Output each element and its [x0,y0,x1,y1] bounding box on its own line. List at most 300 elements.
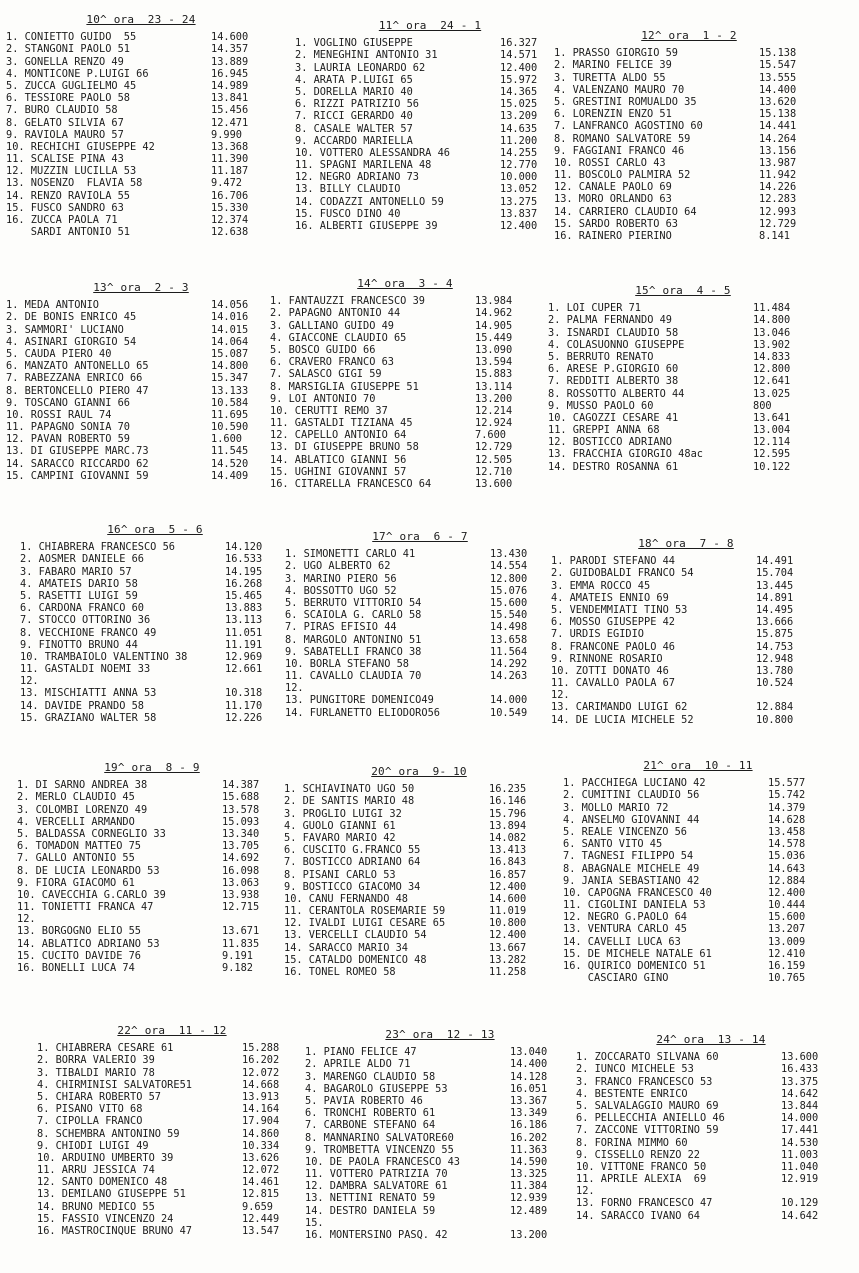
participant-result: 12.449 [242,1212,280,1225]
participant-name: 3. TIBALDI MARIO 78 [37,1066,155,1079]
participant-result: 12.374 [211,214,249,227]
list-item [37,1079,307,1091]
list-item [6,153,276,165]
list-item [576,1100,846,1112]
list-item [576,1076,846,1088]
participant-result: 14.064 [211,335,249,348]
participant-result: 15.076 [490,584,528,597]
participant-result: 12.815 [242,1188,280,1201]
list-item [548,448,818,460]
list-item [284,844,554,856]
participant-result: 13.844 [781,1099,819,1112]
participant-result: 10.122 [753,460,791,473]
participant-name: 4. ANSELMO GIOVANNI 44 [563,813,700,826]
participant-name: 2. MENEGHINI ANTONIO 31 [295,49,438,62]
list-item [6,360,276,372]
participant-result: 9.472 [211,177,242,190]
participant-name: 11. BOSCOLO PALMIRA 52 [554,169,691,182]
participant-name: 12. IVALDI LUIGI CESARE 65 [284,917,446,930]
list-item [305,1144,575,1156]
participant-name: 4. ARATA P.LUIGI 65 [295,73,413,86]
participant-name: 9. FAGGIANI FRANCO 46 [554,144,685,157]
list-item [295,74,565,86]
participant-name: 6. TESSIORE PAOLO 58 [6,92,130,105]
list-item [284,795,554,807]
participant-result: 12.715 [222,901,260,914]
list-item [6,445,276,457]
list-item [37,1188,307,1200]
participant-name: 14. CODAZZI ANTONELLO 59 [295,195,444,208]
participant-result: 11.363 [510,1143,548,1156]
list-item [295,208,565,220]
participant-name: 7. URDIS EGIDIO [551,628,644,641]
participant-result: 13.445 [756,579,794,592]
participant-result: 13.368 [211,140,249,153]
participant-result: 15.704 [756,567,794,580]
participant-name: 8. BERTONCELLO PIERO 47 [6,384,149,397]
participant-result: 13.200 [510,1229,548,1242]
list-item [37,1140,307,1152]
participant-name: 1. PACCHIEGA LUCIANO 42 [563,777,706,790]
participant-name: 10. BORLA STEFANO 58 [285,657,409,670]
participant-name: 5. DORELLA MARIO 40 [295,85,413,98]
participant-name: 3. SAMMORI' LUCIANO [6,323,124,336]
list-item [548,339,818,351]
participant-name: 14. BRUNO MEDICO 55 [37,1200,155,1213]
participant-name: 10. ARDUINO UMBERTO 39 [37,1151,174,1164]
list-item [285,707,555,719]
list-item [6,336,276,348]
list-item [270,466,540,478]
participant-result: 15.972 [500,73,538,86]
participant-result: 15.036 [768,850,806,863]
participant-name: 11. CERANTOLA ROSEMARIE 59 [284,905,446,918]
participant-name: 7. RICCI GERARDO 40 [295,110,413,123]
list-item [548,363,818,375]
list-item [6,421,276,433]
list-item [17,804,287,816]
participant-result: 10.444 [768,899,806,912]
participant-name: 5. BERRUTO RENATO [548,350,654,363]
block-title: 16^ ora 5 - 6 [107,523,203,536]
block-title: 12^ ora 1 - 2 [641,29,737,42]
list-item [563,777,833,789]
participant-result: 13.600 [475,478,513,491]
participant-name: 8. ROSSOTTO ALBERTO 44 [548,387,685,400]
participant-name: 5. GRESTINI ROMUALDO 35 [554,95,697,108]
participant-name: 14. FURLANETTO ELIODORO56 [285,706,440,719]
list-item [6,470,276,482]
participant-result: 13.705 [222,840,260,853]
list-item [37,1152,307,1164]
participant-name: 7. TAGNESI FILIPPO 54 [563,850,694,863]
participant-name: 7. RABEZZANA ENRICO 66 [6,372,143,385]
list-item [284,869,554,881]
list-item [284,893,554,905]
block-title: 15^ ora 4 - 5 [635,284,731,297]
participant-name: 2. DE BONIS ENRICO 45 [6,311,137,324]
participant-result: 13.658 [490,633,528,646]
block-title: 19^ ora 8 - 9 [104,761,200,774]
participant-result: 12.114 [753,436,791,449]
participant-name: 14. CARRIERO CLAUDIO 64 [554,205,697,218]
list-item [20,602,290,614]
participant-name: 6. CUSCITO G.FRANCO 55 [284,844,421,857]
participant-result: 14.441 [759,120,797,133]
block-title: 10^ ora 23 - 24 [86,13,196,26]
list-item [305,1071,575,1083]
participant-name: 2. STANGONI PAOLO 51 [6,43,130,56]
participant-result: 12.489 [510,1204,548,1217]
list-item [563,789,833,801]
participant-name: 9. CHIODI LUIGI 49 [37,1139,149,1152]
participant-result: 14.015 [211,323,249,336]
participant-result: 14.082 [489,831,527,844]
participant-name: 6. CARDONA FRANCO 60 [20,602,144,615]
participant-result: 14.628 [768,813,806,826]
list-item [17,865,287,877]
participant-name: 1. SIMONETTI CARLO 41 [285,548,416,561]
hour-block-14 [270,278,540,490]
participant-name: 6. PELLECCHIA ANIELLO 46 [576,1112,725,1125]
participant-name: 8. MARSIGLIA GIUSEPPE 51 [270,380,419,393]
participant-name: 13. DI GIUSEPPE BRUNO 58 [270,441,419,454]
participant-result: 14.000 [490,694,528,707]
participant-result: 14.668 [242,1078,280,1091]
participant-name: 7. REDDITI ALBERTO 38 [548,375,679,388]
list-item [6,104,276,116]
participant-result: 14.520 [211,457,249,470]
participant-name: 9. LOI ANTONIO 70 [270,392,376,405]
list-item [305,1180,575,1192]
list-item [17,840,287,852]
list-item [284,954,554,966]
list-item [20,627,290,639]
list-item [551,616,821,628]
participant-result: 10.590 [211,421,249,434]
participant-result: 14.000 [781,1112,819,1125]
hour-block-17 [285,531,555,719]
list-item [6,348,276,360]
participant-name: 4. BAGAROLO GIUSEPPE 53 [305,1082,448,1095]
list-item [270,441,540,453]
participant-name: 13. BORGOGNO ELIO 55 [17,925,141,938]
participant-name: 4. GIACCONE CLAUDIO 65 [270,331,407,344]
participant-name: 12. MUZZIN LUCILLA 53 [6,165,137,178]
participant-result: 16.159 [768,960,806,973]
participant-name: 14. ABLATICO ADRIANO 53 [17,937,160,950]
participant-name: 12. PAVAN ROBERTO 59 [6,433,130,446]
list-item [295,196,565,208]
participant-name: 12. BOSTICCO ADRIANO [548,436,672,449]
list-item [548,314,818,326]
participant-result: 15.456 [211,104,249,117]
list-item [20,651,290,663]
participant-name: 9. JANIA SEBASTIANO 42 [563,874,700,887]
list-item [305,1083,575,1095]
participant-name: 10. RECHICHI GIUSEPPE 42 [6,140,155,153]
participant-result: 11.390 [211,153,249,166]
list-item [551,567,821,579]
participant-result: 10.129 [781,1197,819,1210]
participant-result: 14.409 [211,469,249,482]
list-item [295,37,565,49]
list-item [548,436,818,448]
hour-block-18 [551,538,821,726]
participant-name: 8. FORINA MIMMO 60 [576,1136,688,1149]
list-item [576,1210,846,1222]
participant-name: 3. MARINO PIERO 56 [285,572,397,585]
participant-result: 14.753 [756,640,794,653]
participant-name: 6. SCAIOLA G. CARLO 58 [285,609,422,622]
participant-result: 16.146 [489,795,527,808]
list-item [551,689,821,701]
hour-block-10 [6,14,276,238]
participant-name: 3. GALLIANO GUIDO 49 [270,319,394,332]
list-item [305,1205,575,1217]
list-item [576,1197,846,1209]
list-item [295,110,565,122]
list-item [554,169,824,181]
participant-result: 12.884 [768,874,806,887]
list-item [305,1229,575,1241]
list-item [563,850,833,862]
participant-name: 6. MANZATO ANTONELLO 65 [6,360,149,373]
participant-name: 2. BORRA VALERIO 39 [37,1054,155,1067]
list-item [6,43,276,55]
list-item [37,1176,307,1188]
participant-name: 4. COLASUONNO GIUSEPPE [548,338,685,351]
participant-name: 6. TRONCHI ROBERTO 61 [305,1107,436,1120]
list-item [285,597,555,609]
participant-result: 13.666 [756,616,794,629]
participant-result: 9.182 [222,962,253,975]
participant-name: 11. PAPAGNO SONIA 70 [6,421,130,434]
list-item [17,816,287,828]
list-item [563,899,833,911]
participant-result: 15.087 [211,347,249,360]
participant-result: 15.093 [222,815,260,828]
participant-name: 4. VALENZANO MAURO 70 [554,83,685,96]
participant-name: 8. VECCHIONE FRANCO 49 [20,626,157,639]
participant-result: 13.367 [510,1094,548,1107]
participant-name: 11. CAVALLO PAOLA 67 [551,677,675,690]
list-item [285,573,555,585]
list-item [563,923,833,935]
participant-result: 16.202 [510,1131,548,1144]
list-item [6,409,276,421]
participant-result: 1.600 [211,433,242,446]
participant-name: 4. BOSSOTTO UGO 52 [285,584,397,597]
participant-result: 16.235 [489,783,527,796]
list-item [270,393,540,405]
participant-result: 14.891 [756,591,794,604]
participant-name: 16. QUIRICO DOMENICO 51 [563,960,706,973]
participant-name: 11. GREPPI ANNA 68 [548,424,660,437]
participant-result: 14.905 [475,319,513,332]
participant-result: 13.578 [222,803,260,816]
participant-name: SARDI ANTONIO 51 [6,226,130,239]
participant-name: 13. DI GIUSEPPE MARC.73 [6,445,149,458]
participant-name: 9. CISSELLO RENZO 22 [576,1148,700,1161]
participant-result: 16.051 [510,1082,548,1095]
list-item [20,663,290,675]
participant-name: 10. CAGOZZI CESARE 41 [548,411,679,424]
participant-name: 15. CAMPINI GIOVANNI 59 [6,469,149,482]
list-item [6,129,276,141]
participant-result: 13.555 [759,71,797,84]
participant-result: 16.186 [510,1119,548,1132]
participant-name: 13. NOSENZO FLAVIA 58 [6,177,143,190]
participant-result: 12.729 [475,441,513,454]
participant-result: 14.357 [211,43,249,56]
participant-result [225,675,283,687]
participant-result: 13.626 [242,1151,280,1164]
participant-result: 13.671 [222,925,260,938]
list-item [270,417,540,429]
participant-name: 3. LAURIA LEONARDO 62 [295,61,426,74]
list-item [554,181,824,193]
list-item [17,779,287,791]
list-item [551,628,821,640]
participant-name: 1. VOGLINO GIUSEPPE [295,37,413,50]
participant-result: 8.141 [759,230,790,243]
list-item [285,658,555,670]
participant-result: 13.984 [475,295,513,308]
list-item [295,135,565,147]
list-item [563,972,833,984]
list-item [270,307,540,319]
participant-result: 16.533 [225,553,263,566]
participant-result: 10.800 [489,917,527,930]
participant-result: 14.491 [756,555,794,568]
participant-name: 14. DAVIDE PRANDO 58 [20,699,144,712]
participant-result: 14.600 [489,892,527,905]
participant-name: 5. SALVALAGGIO MAURO 69 [576,1099,719,1112]
participant-result: 11.051 [225,626,263,639]
list-item [563,802,833,814]
participant-name: 9. MUSSO PAOLO 60 [548,399,654,412]
block-title: 14^ ora 3 - 4 [357,277,453,290]
participant-result: 11.545 [211,445,249,458]
participant-result: 13.547 [242,1225,280,1238]
participant-result: 14.692 [222,852,260,865]
list-item [270,429,540,441]
participant-result: 14.833 [753,350,791,363]
list-item [576,1173,846,1185]
participant-name: 13. MORO ORLANDO 63 [554,193,672,206]
participant-name: 4. VERCELLI ARMANDO [17,815,135,828]
list-item [554,230,824,242]
list-item [6,397,276,409]
participant-name: 3. GONELLA RENZO 49 [6,55,124,68]
list-item [20,675,290,687]
participant-name: 10. DE PAOLA FRANCESCO 43 [305,1155,460,1168]
participant-name: 9. ACCARDO MARIELLA [295,134,413,147]
participant-result: 12.800 [490,572,528,585]
participant-result: 14.642 [781,1087,819,1100]
participant-result: 13.275 [500,195,538,208]
participant-result: 11.170 [225,699,263,712]
participant-name: 7. CIPOLLA FRANCO [37,1115,143,1128]
list-item [17,901,287,913]
participant-result: 15.547 [759,59,797,72]
list-item [305,1168,575,1180]
participant-result: 15.465 [225,589,263,602]
participant-name: 8. PISANI CARLO 53 [284,868,396,881]
participant-result: 13.902 [753,338,791,351]
participant-name: 5. CAUDA PIERO 40 [6,347,112,360]
participant-result: 15.577 [768,777,806,790]
list-item [6,385,276,397]
participant-name: 5. FAVARO MARIO 42 [284,831,396,844]
participant-name: 13. DEMILANO GIUSEPPE 51 [37,1188,186,1201]
participant-name: 1. FANTAUZZI FRANCESCO 39 [270,295,425,308]
participant-name: 16. RAINERO PIERINO [554,230,672,243]
participant-name: 3. PROGLIO LUIGI 32 [284,807,402,820]
list-item [305,1192,575,1204]
participant-name: 12. [576,1185,595,1198]
participant-result: 14.379 [768,801,806,814]
participant-name: 12. NEGRO G.PAOLO 64 [563,911,687,924]
participant-result: 15.600 [768,911,806,924]
participant-name: 8. MARGOLO ANTONINO 51 [285,633,422,646]
list-item [305,1046,575,1058]
participant-result: 15.540 [490,609,528,622]
list-item [576,1063,846,1075]
list-item [6,117,276,129]
participant-result: 11.564 [490,645,528,658]
participant-result [781,1185,839,1197]
participant-result: 12.924 [475,417,513,430]
participant-result: 12.729 [759,217,797,230]
list-item [576,1185,846,1197]
participant-name: 9. SABATELLI FRANCO 38 [285,645,422,658]
participant-result: 13.090 [475,343,513,356]
participant-name: 13. BILLY CLAUDIO [295,183,401,196]
list-item [548,461,818,473]
list-item [305,1217,575,1229]
participant-name: 2. PALMA FERNANDO 49 [548,314,672,327]
list-item [295,98,565,110]
participant-result: 13.889 [211,55,249,68]
list-item [20,566,290,578]
list-item [285,609,555,621]
participant-result: 16.843 [489,856,527,869]
participant-name: 12. [551,689,570,702]
participant-result: 12.410 [768,947,806,960]
participant-result: 13.046 [753,326,791,339]
participant-name: 14. ABLATICO GIANNI 56 [270,453,407,466]
list-item [20,590,290,602]
participant-name: 4. BESTENTE ENRICO [576,1087,688,1100]
participant-name: 4. CHIRMINISI SALVATORE51 [37,1078,192,1091]
participant-result: 15.883 [475,368,513,381]
list-item [6,433,276,445]
list-item [295,220,565,232]
list-item [20,614,290,626]
participant-result: 14.800 [211,360,249,373]
list-item [305,1156,575,1168]
participant-result: 13.913 [242,1090,280,1103]
list-item [284,783,554,795]
list-item [551,592,821,604]
participant-name: 8. MANNARINO SALVATORE60 [305,1131,454,1144]
participant-name: 1. PIANO FELICE 47 [305,1046,417,1059]
participant-name: 9. FIORA GIACOMO 61 [17,876,135,889]
list-item [6,190,276,202]
list-item [563,863,833,875]
